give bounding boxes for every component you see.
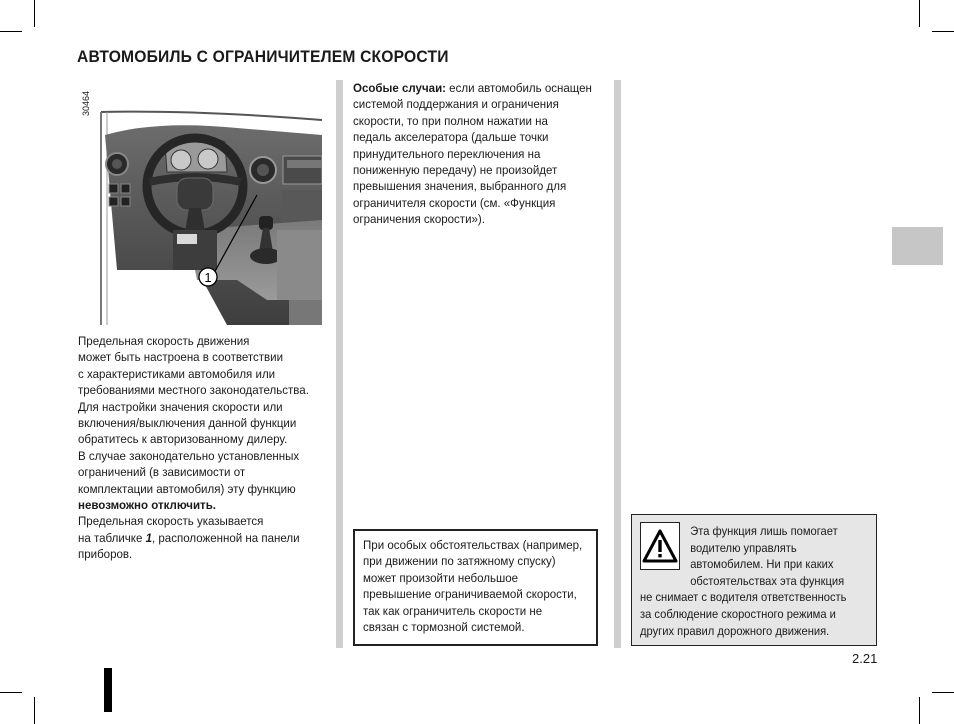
- callout-1: 1: [204, 270, 212, 285]
- column-divider: [336, 80, 343, 648]
- warning-box: [631, 514, 877, 646]
- page-number: 2.21: [852, 651, 878, 666]
- crop-mark: [932, 31, 954, 32]
- dashboard-illustration: [77, 80, 322, 325]
- left-column-text: Предельная скорость движения может быть настроена в соответствии с характеристиками автомобиля или требованиями местного законодательства. Для настройки значения скорости или включения/выключения данной функции обратитесь к авторизованному дилеру. В случае законодательно установленных ограничений (в зависимости от комплектации автомобиля) эту функцию невозможно отключить. Предельная скорость указывается на табличке 1, расположенной на панели приборов.: [78, 334, 309, 562]
- crop-mark: [34, 0, 35, 27]
- crop-mark: [932, 692, 954, 693]
- special-cases-text: Особые случаи: если автомобиль оснащен системой поддержания и ограничения скорости, то при полном нажатии на педаль акселератора (дальше точки принудительного переключения на пониженную передачу) не произойдет превышения значения, выбранного для ограничителя скорости (см. «Функция ограничения скорости»).: [353, 81, 592, 227]
- page-title: АВТОМОБИЛЬ С ОГРАНИЧИТЕЛЕМ СКОРОСТИ: [77, 47, 449, 66]
- crop-mark: [34, 697, 35, 724]
- warning-text: Эта функция лишь помогает водителю управлять автомобилем. Ни при каких обстоятельствах эта функция не снимает с водителя ответственность за соблюдение скоростного режима и других правил дорожного движения.: [640, 524, 847, 638]
- margin-marker: [104, 668, 112, 712]
- crop-mark: [919, 0, 920, 27]
- crop-mark: [919, 697, 920, 724]
- crop-mark: [0, 31, 22, 32]
- column-divider: [614, 80, 621, 648]
- dashboard-drawing: [77, 80, 322, 325]
- note-text: При особых обстоятельствах (например, при движении по затяжному спуску) может произойти небольшое превышение ограничиваемой скорости, так как ограничитель скорости не связан с тормозной системой.: [363, 538, 583, 635]
- figure-code: 30464: [81, 90, 91, 116]
- crop-mark: [0, 692, 22, 693]
- section-tab: [892, 227, 943, 265]
